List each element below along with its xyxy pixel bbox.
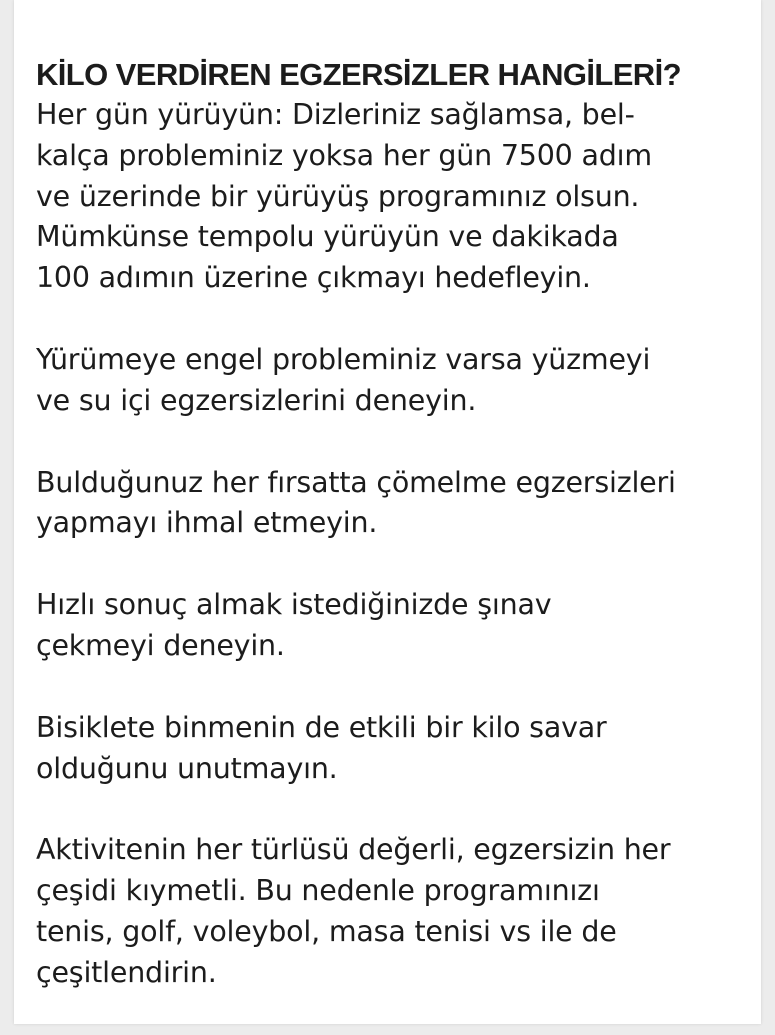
paragraph-pushups — [36, 585, 751, 667]
paragraph-line: Bisiklete binmenin de etkili bir kilo savar — [36, 710, 607, 744]
paragraph-line: çeşidi kıymetli. Bu nedenle programınızı — [36, 874, 600, 908]
paragraph-cycling — [36, 708, 751, 790]
paragraph-line: çekmeyi deneyin. — [36, 628, 285, 662]
article-page — [14, 0, 761, 1024]
paragraph-line: olduğunu unutmayın. — [36, 751, 338, 785]
paragraph-line: Bulduğunuz her fırsatta çömelme egzersizleri — [36, 465, 676, 499]
paragraph-line: Mümkünse tempolu yürüyün ve dakikada — [36, 220, 619, 254]
article-body — [36, 55, 751, 1035]
paragraph-line: ve üzerinde bir yürüyüş programınız olsun. — [36, 179, 640, 213]
paragraph-line: tenis, golf, voleybol, masa tenisi vs ile de — [36, 914, 617, 948]
paragraph-walking — [36, 95, 751, 299]
article-title: KİLO VERDİREN EGZERSİZLER HANGİLERİ? — [36, 57, 681, 92]
paragraph-line: ve su içi egzersizlerini deneyin. — [36, 383, 477, 417]
paragraph-line: kalça probleminiz yoksa her gün 7500 adım — [36, 138, 652, 172]
paragraph-line: yapmayı ihmal etmeyin. — [36, 506, 378, 540]
paragraph-line: 100 adımın üzerine çıkmayı hedefleyin. — [36, 261, 591, 295]
paragraph-line: çeşitlendirin. — [36, 955, 217, 989]
paragraph-line: Hızlı sonuç almak istediğinizde şınav — [36, 588, 552, 622]
paragraph-squats — [36, 463, 751, 545]
paragraph-line: Her gün yürüyün: Dizleriniz sağlamsa, bel- — [36, 98, 635, 131]
paragraph-swimming — [36, 340, 751, 422]
paragraph-variety — [36, 830, 751, 993]
paragraph-line: Aktivitenin her türlüsü değerli, egzersizin her — [36, 833, 671, 867]
paragraph-line: Yürümeye engel probleminiz varsa yüzmeyi — [36, 342, 651, 376]
